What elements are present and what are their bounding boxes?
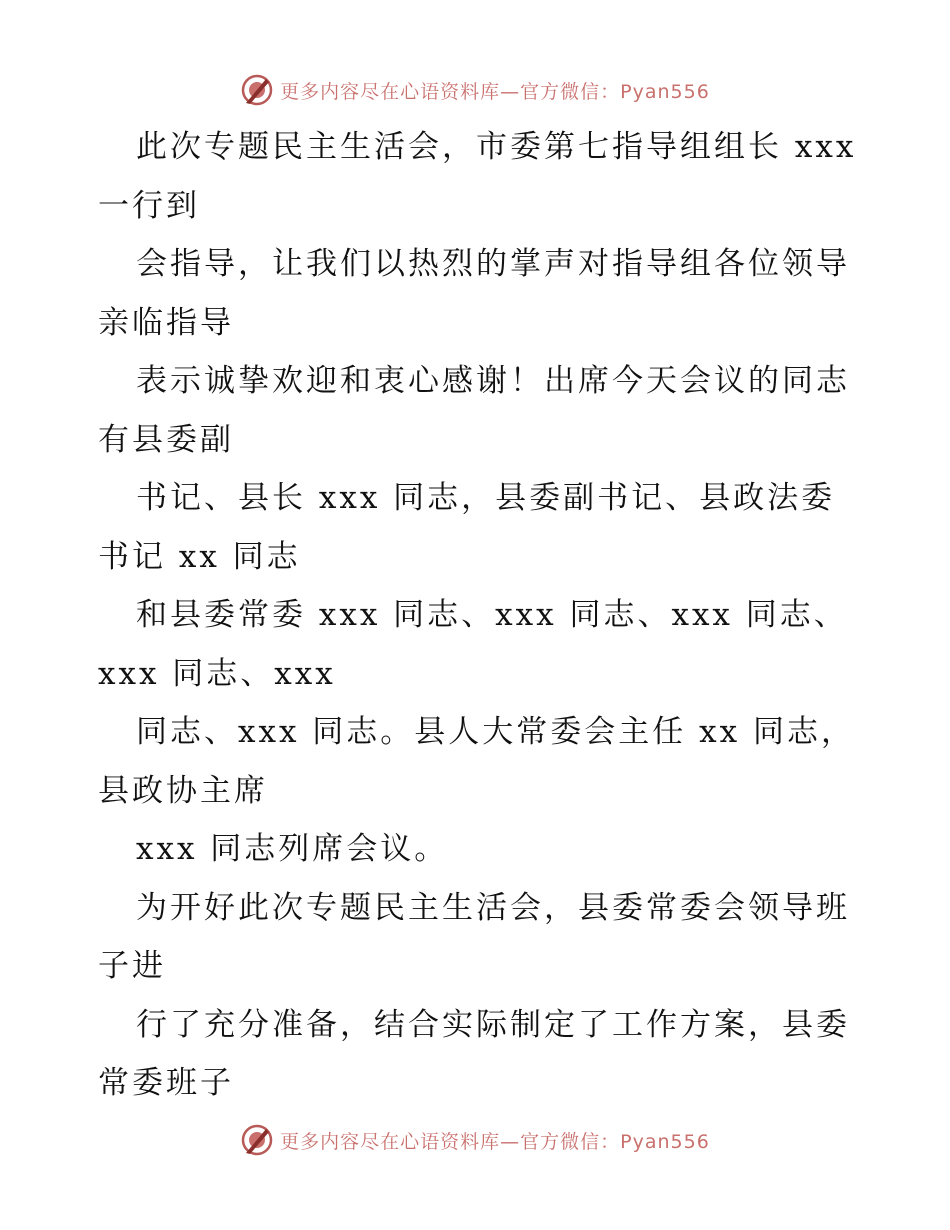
text-line: 一行到 (98, 187, 200, 224)
text-line: 表示诚挚欢迎和衷心感谢！出席今天会议的同志 (136, 363, 850, 399)
text-line: 常委班子 (98, 1065, 234, 1101)
watermark-text: 更多内容尽在心语资料库—官方微信：Pyan556 (280, 80, 710, 103)
text-line: 子进 (98, 948, 166, 984)
text-line: 书记、县长 xxx 同志，县委副书记、县政法委 (136, 480, 836, 516)
text-line: 行了充分准备，结合实际制定了工作方案，县委 (136, 1006, 850, 1043)
document-body (98, 118, 858, 1113)
quill-logo-icon (240, 1123, 274, 1157)
text-line: xxx 同志列席会议。 (136, 831, 449, 867)
text-line: 县政协主席 (98, 772, 268, 809)
text-line: xxx 同志、xxx (98, 655, 336, 692)
footer-watermark (0, 1120, 950, 1160)
text-line: 会指导，让我们以热烈的掌声对指导组各位领导 (136, 246, 850, 282)
quill-logo-icon (240, 73, 274, 107)
text-line: 有县委副 (98, 421, 234, 458)
text-line: 为开好此次专题民主生活会，县委常委会领导班 (136, 889, 850, 926)
text-line: 此次专题民主生活会，市委第七指导组组长 xxx (136, 129, 857, 165)
text-line: 书记 xx 同志 (98, 538, 301, 575)
watermark-text: 更多内容尽在心语资料库—官方微信：Pyan556 (280, 1130, 710, 1153)
text-line: 亲临指导 (98, 304, 234, 341)
text-line: 同志、xxx 同志。县人大常委会主任 xx 同志， (136, 714, 855, 750)
header-watermark (0, 70, 950, 110)
text-line: 和县委常委 xxx 同志、xxx 同志、xxx 同志、 (136, 597, 848, 633)
